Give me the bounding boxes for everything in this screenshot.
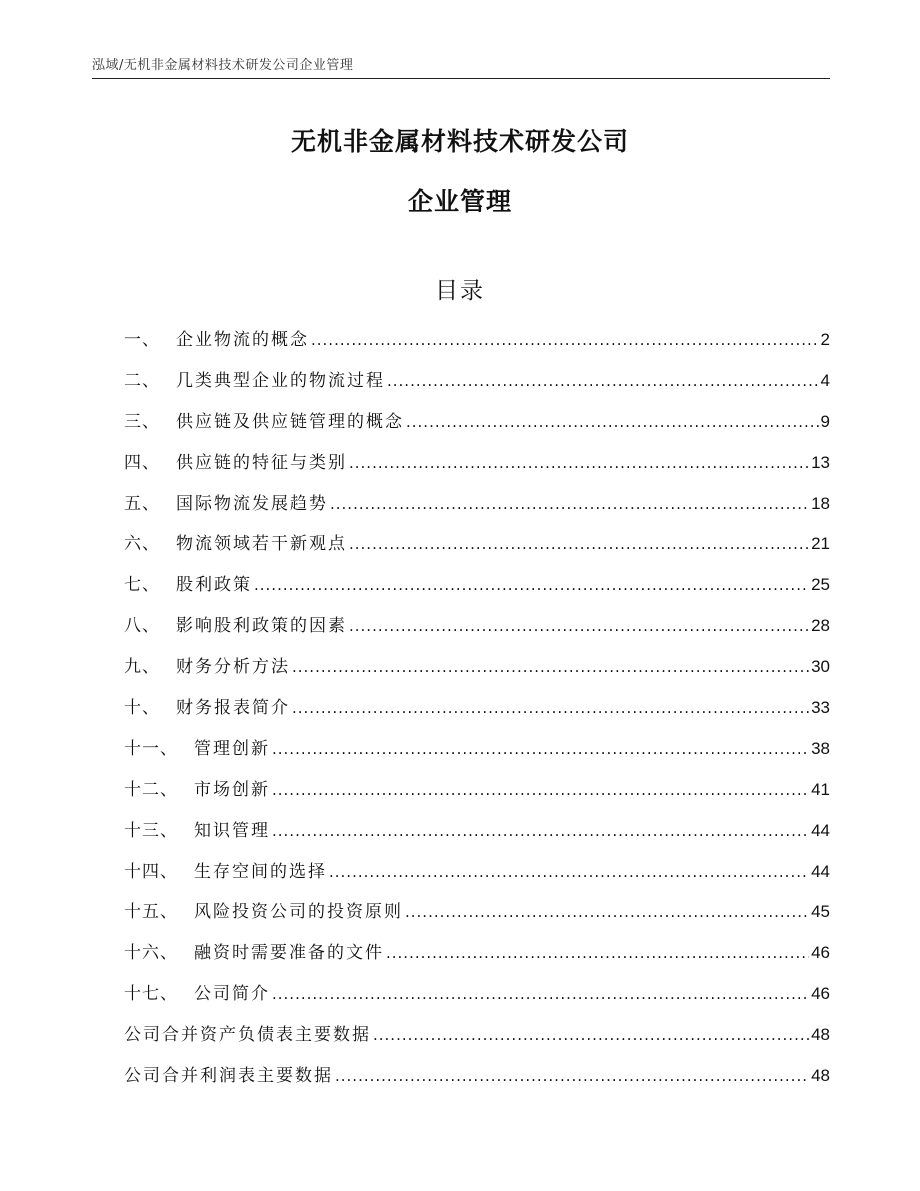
toc-leader-dots xyxy=(272,811,809,852)
toc-entry-page: 18 xyxy=(811,493,830,513)
toc-entry-page: 13 xyxy=(811,452,830,472)
toc-entry-title: 几类典型企业的物流过程 xyxy=(176,370,385,391)
toc-entry-title: 财务报表简介 xyxy=(176,698,290,719)
toc-leader-dots xyxy=(311,320,819,361)
toc-entry[interactable] xyxy=(124,606,830,647)
toc-entry-number: 三、 xyxy=(124,411,160,432)
toc-entry-number: 十一、 xyxy=(124,738,178,759)
toc-entry-title: 国际物流发展趋势 xyxy=(176,493,328,514)
toc-entry-page: 4 xyxy=(820,370,830,390)
toc-entry-page: 45 xyxy=(811,902,830,922)
toc-leader-dots xyxy=(330,484,809,525)
toc-entry-page: 2 xyxy=(820,330,830,349)
toc-entry-page: 21 xyxy=(811,534,830,554)
toc-entry-number: 十二、 xyxy=(124,779,178,800)
toc-leader-dots xyxy=(292,688,809,729)
toc-entry-number: 十五、 xyxy=(124,902,178,923)
toc-entry-page: 33 xyxy=(811,698,830,718)
toc-entry-title: 企业物流的概念 xyxy=(176,330,309,350)
toc-entry[interactable] xyxy=(124,688,830,729)
toc-entry-title: 公司合并利润表主要数据 xyxy=(124,1066,333,1087)
toc-entry-page: 25 xyxy=(811,575,830,595)
toc-entry-page: 48 xyxy=(811,1025,830,1045)
toc-entry[interactable] xyxy=(124,852,830,893)
toc-entry-title: 影响股利政策的因素 xyxy=(176,616,347,637)
toc-entry-title: 公司合并资产负债表主要数据 xyxy=(124,1025,371,1046)
toc-leader-dots xyxy=(335,1056,809,1097)
toc-entry-title: 市场创新 xyxy=(194,779,270,800)
toc-entry-title: 财务分析方法 xyxy=(176,657,290,678)
toc-entry-number: 四、 xyxy=(124,452,160,473)
toc-leader-dots xyxy=(386,933,809,974)
toc-entry-title: 生存空间的选择 xyxy=(194,861,327,882)
toc-entry[interactable] xyxy=(124,892,830,933)
document-title: 无机非金属材料技术研发公司 xyxy=(290,127,629,156)
toc-leader-dots xyxy=(272,770,809,811)
toc-leader-dots xyxy=(406,402,819,443)
toc-entry-page: 46 xyxy=(811,984,830,1004)
toc-entry-number: 七、 xyxy=(124,575,160,596)
toc-entry-page: 9 xyxy=(820,411,830,431)
toc-entry-number: 十七、 xyxy=(124,984,178,1005)
toc-entry-number: 九、 xyxy=(124,657,160,678)
toc-entry[interactable] xyxy=(124,933,830,974)
toc-leader-dots xyxy=(405,892,809,933)
toc-entry-title: 风险投资公司的投资原则 xyxy=(194,902,403,923)
toc-entry-page: 30 xyxy=(811,657,830,677)
toc-leader-dots xyxy=(254,565,809,606)
toc-entry[interactable] xyxy=(124,524,830,565)
toc-leader-dots xyxy=(272,974,809,1015)
toc-leader-dots xyxy=(387,361,819,402)
toc-leader-dots xyxy=(349,606,809,647)
toc-entry[interactable] xyxy=(124,770,830,811)
toc-entry-number: 八、 xyxy=(124,616,160,637)
toc-leader-dots xyxy=(272,729,809,770)
toc-entry[interactable] xyxy=(124,320,830,361)
toc-entry[interactable] xyxy=(124,484,830,525)
toc-entry[interactable] xyxy=(124,729,830,770)
toc-entry-number: 十、 xyxy=(124,698,160,719)
toc-entry-number: 十四、 xyxy=(124,861,178,882)
toc-entry-title: 管理创新 xyxy=(194,738,270,759)
toc-leader-dots xyxy=(292,647,809,688)
toc-entry-number: 六、 xyxy=(124,534,160,555)
toc-entry-page: 41 xyxy=(811,779,830,799)
toc-leader-dots xyxy=(349,524,809,565)
toc-leader-dots xyxy=(373,1015,809,1056)
toc-entry-page: 44 xyxy=(811,861,830,881)
toc-entry-page: 46 xyxy=(811,943,830,963)
toc-heading: 目录 xyxy=(435,278,485,304)
toc-entry-page: 38 xyxy=(811,738,830,758)
toc-entry-page: 28 xyxy=(811,616,830,636)
toc-entry-title: 知识管理 xyxy=(194,820,270,841)
toc-entry-number: 十三、 xyxy=(124,820,178,841)
toc-entry[interactable] xyxy=(124,647,830,688)
toc-entry[interactable] xyxy=(124,402,830,443)
document-subtitle: 企业管理 xyxy=(407,187,512,216)
toc-entry-page: 44 xyxy=(811,820,830,840)
toc-leader-dots xyxy=(329,852,809,893)
toc-entry[interactable] xyxy=(124,1056,830,1097)
toc-entry[interactable] xyxy=(124,811,830,852)
toc-entry-title: 股利政策 xyxy=(176,575,252,596)
toc-entry-number: 十六、 xyxy=(124,943,178,964)
toc-entry[interactable] xyxy=(124,974,830,1015)
page-header: 泓域/无机非金属材料技术研发公司企业管理 xyxy=(92,54,830,79)
toc-entry[interactable] xyxy=(124,1015,830,1056)
toc-entry[interactable] xyxy=(124,443,830,484)
toc-entry-page: 48 xyxy=(811,1066,830,1086)
toc-entry-number: 一、 xyxy=(124,330,160,350)
toc-entry-title: 融资时需要准备的文件 xyxy=(194,943,384,964)
toc-entry-number: 二、 xyxy=(124,370,160,391)
toc-entry-number: 五、 xyxy=(124,493,160,514)
toc-entry-title: 物流领域若干新观点 xyxy=(176,534,347,555)
toc-leader-dots xyxy=(349,443,809,484)
toc-entry-title: 供应链及供应链管理的概念 xyxy=(176,411,404,432)
table-of-contents xyxy=(124,320,830,1097)
toc-entry[interactable] xyxy=(124,565,830,606)
toc-entry-title: 公司简介 xyxy=(194,984,270,1005)
toc-entry[interactable] xyxy=(124,361,830,402)
toc-entry-title: 供应链的特征与类别 xyxy=(176,452,347,473)
